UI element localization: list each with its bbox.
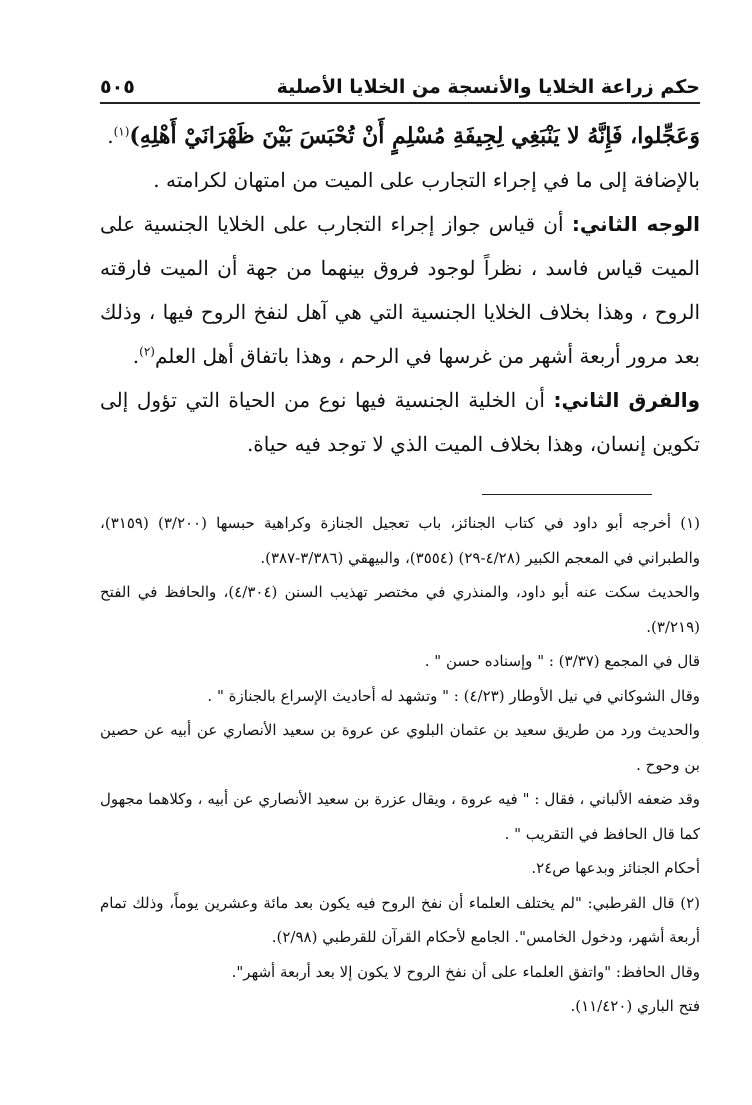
footnote-ref-1: (١) <box>113 124 130 139</box>
footnote-2-line-1: (٢) قال القرطبي: "لم يختلف العلماء أن نفخ الروح فيه يكون بعد مائة وعشرين يوماً، وذلك تمام أربعة أشهر، ودخول الخامس". الجامع لأحكام القرآن للقرطبي (٢/٩٨). <box>100 893 700 946</box>
footnote-separator <box>482 494 652 495</box>
paragraph-2-end: . <box>132 344 140 368</box>
footnote-1-line-4: وقال الشوكاني في نيل الأوطار (٤/٢٣) : " وتشهد له أحاديث الإسراع بالجنازة " . <box>207 686 700 705</box>
footnote-2-line-3: فتح الباري (١١/٤٢٠). <box>570 997 700 1015</box>
main-text <box>100 114 700 466</box>
footnotes <box>100 506 700 1024</box>
paragraph-2 <box>100 202 700 378</box>
footnote-2-line-2: وقال الحافظ: "واتفق العلماء على أن نفخ الروح لا يكون إلا بعد أربعة أشهر". <box>231 962 700 981</box>
hadith-text: وَعَجِّلوا، فَإِنَّهُ لا يَنْبَغِي لِجِيفَةِ مُسْلِمٍ أَنْ تُحْبَسَ بَيْنَ ظَهْرَانَيْ أَهْلِهِ) <box>129 123 700 149</box>
footnote-1-line-1: (١) أخرجه أبو داود في كتاب الجنائز، باب تعجيل الجنازة وكراهية حبسها (٣/٢٠٠) (٣١٥٩)، والطبراني في المعجم الكبير (٤/٢٨-٢٩) (٣٥٥٤)، والبيهقي (٣/٣٨٦-٣٨٧). <box>100 514 700 567</box>
paragraph-1-text: بالإضافة إلى ما في إجراء التجارب على الميت من امتهان لكرامته . <box>153 168 700 192</box>
hadith-quote <box>100 114 700 158</box>
hadith-end: . <box>107 124 114 148</box>
running-header <box>100 70 700 104</box>
paragraph-2-text: أن قياس جواز إجراء التجارب على الخلايا الجنسية على الميت قياس فاسد ، نظراً لوجود فروق بينهما من جهة أن الميت فارقته الروح ، وهذا بخلاف الخلايا الجنسية التي هي آهل لنفخ الروح فيها ، وذلك بعد مرور أربعة أشهر من غرسها في الرحم ، وهذا باتفاق أهل العلم <box>100 212 700 368</box>
footnote-ref-2: (٢) <box>139 344 155 359</box>
paragraph-3 <box>100 378 700 466</box>
footnote-1-line-5: والحديث ورد من طريق سعيد بن عثمان البلوي عن عروة بن سعيد الأنصاري عن أبيه عن حصين بن وحوح . <box>100 721 700 774</box>
paragraph-3-lead: والفرق الثاني: <box>553 388 701 412</box>
paragraph-3-text: أن الخلية الجنسية فيها نوع من الحياة التي تؤول إلى تكوين إنسان، وهذا بخلاف الميت الذي لا توجد فيه حياة. <box>100 388 700 456</box>
footnote-1-line-6: وقد ضعفه الألباني ، فقال : " فيه عروة ، ويقال عزرة بن سعيد الأنصاري عن أبيه ، وكلاهما مجهول كما قال الحافظ في التقريب " . <box>100 790 700 843</box>
paragraph-1 <box>100 158 700 202</box>
chapter-title: حكم زراعة الخلايا والأنسجة من الخلايا الأصلية <box>276 76 700 98</box>
paragraph-2-lead: الوجه الثاني: <box>571 212 700 236</box>
footnote-1-line-7: أحكام الجنائز وبدعها ص٢٤. <box>531 859 700 877</box>
footnote-1-line-3: قال في المجمع (٣/٣٧) : " وإسناده حسن " . <box>424 652 700 670</box>
page-number: ٥٠٥ <box>100 76 135 98</box>
footnote-1-line-2: والحديث سكت عنه أبو داود، والمنذري في مختصر تهذيب السنن (٤/٣٠٤)، والحافظ في الفتح (٣/٢١٩). <box>100 583 700 636</box>
